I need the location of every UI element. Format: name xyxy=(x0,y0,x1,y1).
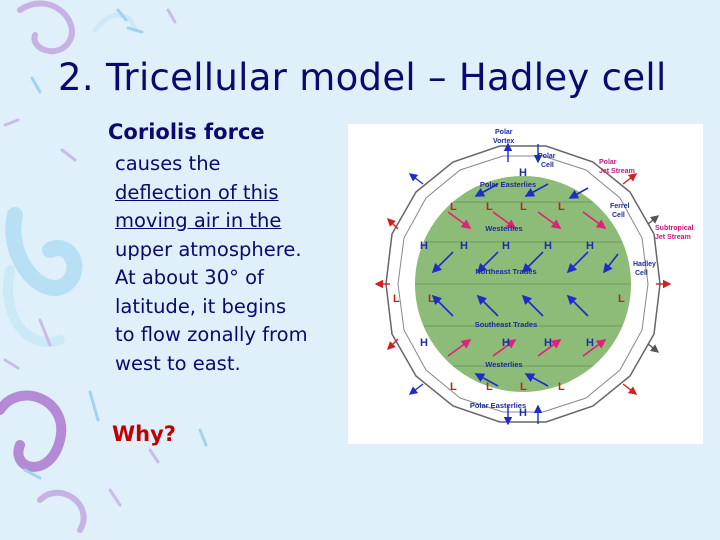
dash-decoration xyxy=(110,490,120,505)
circulation-arrow xyxy=(648,216,658,224)
low-pressure-label: L xyxy=(486,381,493,393)
label-polar-jet-stream: Jet Stream xyxy=(599,168,635,175)
label-hadley-cell: Hadley xyxy=(633,261,656,268)
coriolis-heading: Coriolis force xyxy=(108,120,265,144)
band-label-westerlies-north: Westerlies xyxy=(485,224,523,233)
low-pressure-label: L xyxy=(393,293,400,305)
body-line: moving air in the xyxy=(115,209,282,232)
circulation-arrow xyxy=(648,344,658,352)
high-pressure-label: H xyxy=(420,240,428,252)
dash-decoration xyxy=(90,392,98,420)
label-ferrel-cell: Cell xyxy=(612,212,625,219)
tricellular-diagram xyxy=(348,124,703,444)
label-hadley-cell: Cell xyxy=(635,270,648,277)
low-pressure-label: L xyxy=(520,201,527,213)
dash-decoration xyxy=(168,10,175,22)
dash-decoration xyxy=(32,78,40,92)
dash-decoration xyxy=(62,150,75,160)
dash-decoration xyxy=(150,450,158,462)
why-question: Why? xyxy=(112,422,176,446)
label-polar-vortex: Polar xyxy=(495,129,513,136)
band-label-westerlies-south: Westerlies xyxy=(485,360,523,369)
swirl-decoration xyxy=(40,493,84,530)
label-polar-jet-stream: Polar xyxy=(599,159,617,166)
high-pressure-label: H xyxy=(586,337,594,349)
circulation-arrow xyxy=(388,219,398,229)
label-ferrel-cell: Ferrel xyxy=(610,203,630,210)
dash-decoration xyxy=(200,430,206,445)
swirl-decoration xyxy=(0,396,61,467)
band-label-northeast-trades: Northeast Trades xyxy=(475,267,537,276)
body-line: At about 30° of xyxy=(115,266,264,289)
high-pressure-label: H xyxy=(519,167,527,179)
high-pressure-label: H xyxy=(460,240,468,252)
label-polar-cell: Cell xyxy=(541,162,554,169)
body-line: causes the xyxy=(115,152,221,175)
circulation-arrow xyxy=(410,174,423,184)
high-pressure-label: H xyxy=(544,240,552,252)
low-pressure-label: L xyxy=(558,381,565,393)
label-subtropical-jet-stream: Subtropical xyxy=(655,225,694,232)
band-label-polar-easterlies-north: Polar Easterlies xyxy=(479,180,537,189)
low-pressure-label: L xyxy=(520,381,527,393)
band-label-southeast-trades: Southeast Trades xyxy=(474,320,538,329)
high-pressure-label: H xyxy=(519,407,527,419)
dash-decoration xyxy=(5,360,18,368)
low-pressure-label: L xyxy=(450,381,457,393)
body-line: west to east. xyxy=(115,351,241,375)
low-pressure-label: L xyxy=(450,201,457,213)
body-line: deflection of this xyxy=(115,180,279,204)
band-label-polar-easterlies-south: Polar Easterlies xyxy=(469,401,527,410)
high-pressure-label: H xyxy=(420,337,428,349)
circulation-arrow xyxy=(388,339,398,349)
circulation-arrow xyxy=(623,174,636,184)
swirl-decoration xyxy=(13,215,74,288)
high-pressure-label: H xyxy=(502,240,510,252)
dash-decoration xyxy=(5,120,18,125)
body-line: to flow zonally from xyxy=(115,323,308,346)
low-pressure-label: L xyxy=(558,201,565,213)
body-line: latitude, it begins xyxy=(115,294,287,318)
low-pressure-label: L xyxy=(618,293,625,305)
circulation-arrow xyxy=(410,384,423,394)
swirl-decoration xyxy=(20,3,72,51)
slide-title: 2. Tricellular model – Hadley cell xyxy=(58,56,667,99)
label-polar-cell: Polar xyxy=(538,153,556,160)
label-polar-vortex: Vortex xyxy=(493,138,515,145)
high-pressure-label: H xyxy=(544,337,552,349)
low-pressure-label: L xyxy=(486,201,493,213)
circulation-arrow xyxy=(623,384,636,394)
high-pressure-label: H xyxy=(502,337,510,349)
label-subtropical-jet-stream: Jet Stream xyxy=(655,234,691,241)
dash-decoration xyxy=(128,28,142,32)
body-text xyxy=(115,150,360,378)
high-pressure-label: H xyxy=(586,240,594,252)
body-line: upper atmosphere. xyxy=(115,237,302,261)
low-pressure-label: L xyxy=(428,293,435,305)
